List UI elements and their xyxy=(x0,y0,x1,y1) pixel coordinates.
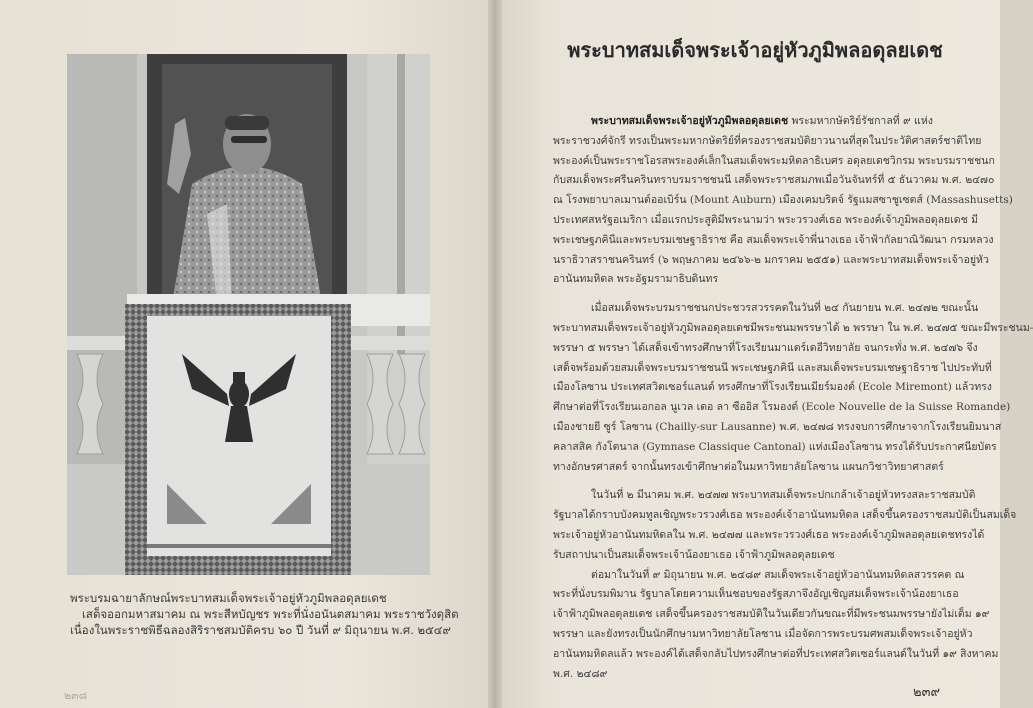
biography-text xyxy=(553,112,1033,684)
caption-line: พระบรมฉายาลักษณ์พระบาทสมเด็จพระเจ้าอยู่หัวภูมิพลอดุลยเดช xyxy=(70,591,387,605)
caption-line: เสด็จออกมหาสมาคม ณ พระสีหบัญชร พระที่นั่งอนันตสมาคม พระราชวังดุสิต xyxy=(82,607,459,621)
book-gutter xyxy=(488,0,502,708)
text-line: กับสมเด็จพระศรีนครินทราบรมราชชนนี เสด็จพระราชสมภพเมื่อวันจันทร์ที่ ๕ ธันวาคม พ.ศ. ๒๔๗๐ xyxy=(553,174,995,187)
text-line: เมื่อสมเด็จพระบรมราชชนกประชวรสวรรคตในวันที่ ๒๔ กันยายน พ.ศ. ๒๔๗๒ ขณะนั้น xyxy=(591,302,979,315)
text-line: อานันทมหิดลแล้ว พระองค์ได้เสด็จกลับไปทรงศึกษาต่อที่ประเทศสวิตเซอร์แลนด์ในวันที่ ๑๙ สิงหาคม xyxy=(553,647,999,660)
text-line: พระบาทสมเด็จพระเจ้าอยู่หัวภูมิพลอดุลยเดชมีพระชนมพรรษาได้ ๒ พรรษา ใน พ.ศ. ๒๔๗๕ ขณะมีพระชนม- xyxy=(553,321,1033,334)
text-line: พ.ศ. ๒๔๘๙ xyxy=(553,667,608,680)
text-line: พระที่นั่งบรมพิมาน รัฐบาลโดยความเห็นชอบของรัฐสภาจึงอัญเชิญสมเด็จพระเจ้าน้องยาเธอ xyxy=(553,588,959,601)
caption-line: เนื่องในพระราชพิธีฉลองสิริราชสมบัติครบ ๖๐ ปี วันที่ ๙ มิถุนายน พ.ศ. ๒๕๔๙ xyxy=(70,623,451,637)
text-line: เสด็จพร้อมด้วยสมเด็จพระบรมราชชนนี พระเชษฐภคินี และสมเด็จพระบรมเชษฐาธิราช ไปประทับที่ xyxy=(553,361,992,374)
text-line: พรรษา และยังทรงเป็นนักศึกษามหาวิทยาลัยโลซาน เมื่อจัดการพระบรมศพสมเด็จพระเจ้าอยู่หัว xyxy=(553,627,973,640)
photo-caption xyxy=(70,590,470,638)
text-line: พระเชษฐภคินีและพระบรมเชษฐาธิราช คือ สมเด็จพระเจ้าพี่นางเธอ เจ้าฟ้ากัลยาณิวัฒนา กรมหลวง xyxy=(553,233,994,246)
text-line: ในวันที่ ๒ มีนาคม พ.ศ. ๒๔๗๗ พระบาทสมเด็จพระปกเกล้าเจ้าอยู่หัวทรงสละราชสมบัติ xyxy=(591,489,976,502)
text-line: อานันทมหิดล พระอัฐมรามาธิบดินทร xyxy=(553,273,719,286)
text-line: พรรษา ๕ พรรษา ได้เสด็จเข้าทรงศึกษาที่โรงเรียนมาแตร์เดอีวิทยาลัย จนกระทั่ง พ.ศ. ๒๔๗๖ จึง xyxy=(553,341,978,354)
text-line: พระราชวงศ์จักรี ทรงเป็นพระมหากษัตริย์ที่ครองราชสมบัติยาวนานที่สุดในประวัติศาสตร์ชาติไทย xyxy=(553,134,982,147)
page-number-right: ๒๓๙ xyxy=(913,685,940,700)
text-line: รัฐบาลได้กราบบังคมทูลเชิญพระวรวงศ์เธอ พระองค์เจ้าอานันทมหิดล เสด็จขึ้นครองราชสมบัติเป็นสมเด็จ xyxy=(553,509,1017,522)
text-line: คลาสสิค กังโตนาล (Gymnase Classique Cantonal) แห่งเมืองโลซาน ทรงได้รับประกาศนียบัตร xyxy=(553,440,997,453)
text-line: ศึกษาต่อที่โรงเรียนเอกอล นูเวล เดอ ลา ซืออิส โรมองด์ (Ecole Nouvelle de la Suisse Romande) xyxy=(553,401,1011,414)
text-line: ทางอักษรศาสตร์ จากนั้นทรงเข้าศึกษาต่อในมหาวิทยาลัยโลซาน แผนกวิชาวิทยาศาสตร์ xyxy=(553,460,944,473)
text-line: ประเทศสหรัฐอเมริกา เมื่อแรกประสูติมีพระนามว่า พระวรวงศ์เธอ พระองค์เจ้าภูมิพลอดุลยเดช มี xyxy=(553,213,978,226)
text-line: ณ โรงพยาบาลเมานต์ออเบิร์น (Mount Auburn) เมืองเคมบริดจ์ รัฐแมสซาชูเซตส์ (Massashusetts) xyxy=(553,194,1013,207)
text-line: พระเจ้าอยู่หัวอานันทมหิดลใน พ.ศ. ๒๔๗๗ และพระวรวงศ์เธอ พระองค์เจ้าภูมิพลอดุลยเดชทรงได้ xyxy=(553,528,985,541)
lead-bold-name: พระบาทสมเด็จพระเจ้าอยู่หัวภูมิพลอดุลยเดช xyxy=(591,115,789,127)
text-line: นราธิวาสราชนครินทร์ (๖ พฤษภาคม ๒๔๖๖-๒ มกราคม ๒๕๕๑) และพระบาทสมเด็จพระเจ้าอยู่หัว xyxy=(553,253,989,266)
page-number-left: ๒๓๘ xyxy=(64,689,88,702)
text-line: เจ้าฟ้าภูมิพลอดุลยเดช เสด็จขึ้นครองราชสมบัติในวันเดียวกันขณะที่มีพระชนมพรรษายังไม่เต็ม ๑๙ xyxy=(553,608,990,621)
page-title: พระบาทสมเด็จพระเจ้าอยู่หัวภูมิพลอดุลยเดช xyxy=(567,38,943,62)
text-line: ต่อมาในวันที่ ๙ มิถุนายน พ.ศ. ๒๔๘๙ สมเด็จพระเจ้าอยู่หัวอานันทมหิดลสวรรคต ณ xyxy=(591,568,965,581)
text-line: เมืองโลซาน ประเทศสวิตเซอร์แลนด์ ทรงศึกษาที่โรงเรียนเมียร์มองต์ (Ecole Miremont) แล้วทรง xyxy=(553,381,992,394)
text-line: รับสถาปนาเป็นสมเด็จพระเจ้าน้องยาเธอ เจ้าฟ้าภูมิพลอดุลยเดช xyxy=(553,548,835,561)
text-line: พระองค์เป็นพระราชโอรสพระองค์เล็กในสมเด็จพระมหิตลาธิเบศร อดุลยเดชวิกรม พระบรมราชชนก xyxy=(553,154,995,167)
text-line: เมืองชายยี ซูร์ โลซาน (Chailly-sur Lausanne) พ.ศ. ๒๔๗๘ ทรงจบการศึกษาจากโรงเรียนยิมนาส xyxy=(553,420,1002,433)
royal-portrait-photo xyxy=(67,54,430,575)
text-line: พระบาทสมเด็จพระเจ้าอยู่หัวภูมิพลอดุลยเดช พระมหากษัตริย์รัชกาลที่ ๙ แห่ง xyxy=(591,115,933,127)
